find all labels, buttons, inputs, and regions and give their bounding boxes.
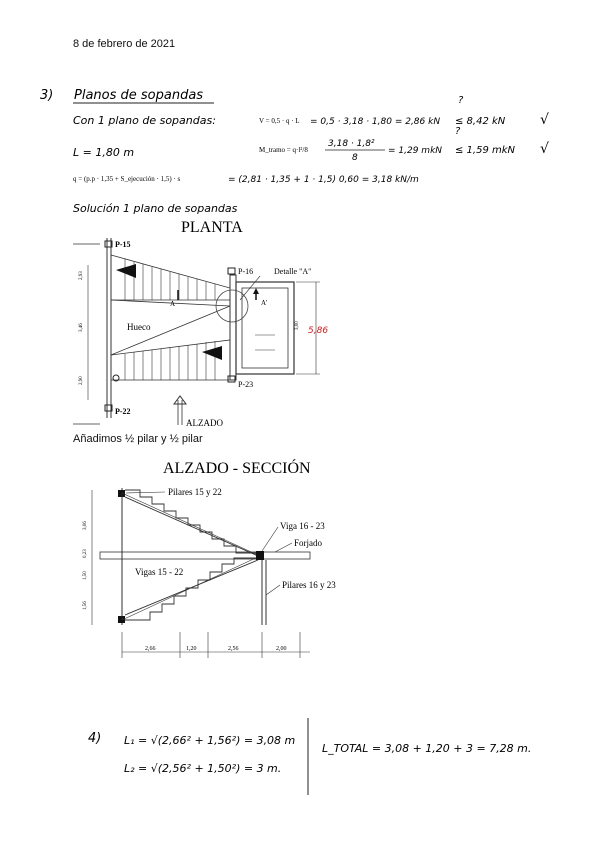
q4-l2: L₂ = √(2,56² + 1,50²) = 3 m. (124, 762, 282, 775)
planta-a-right: A' (261, 299, 268, 307)
planta-alzado: ALZADO (186, 418, 223, 428)
planta-a-left: A (170, 300, 176, 308)
q3-line3-formula: q = (p.p · 1,35 + S_ejecución · 1,5) · s (73, 175, 181, 183)
planta-title: PLANTA (181, 219, 243, 236)
alzado-vdim-2: 0,23 (83, 549, 88, 558)
planta-p23: P-23 (238, 380, 254, 389)
planta-p15: P-15 (115, 240, 131, 249)
q4-number: 4) (88, 731, 102, 746)
q3-line1-text: Con 1 plano de sopandas: (73, 114, 216, 127)
q3-L-value: L = 1,80 m (73, 146, 135, 159)
q3-line1-compare: ≤ 8,42 kN (455, 116, 506, 127)
alzado-viga-16-23: Viga 16 - 23 (280, 521, 325, 531)
planta-red-value: 5,86 (308, 326, 329, 336)
alzado-forjado: Forjado (294, 538, 322, 548)
q3-check-1: √ (540, 112, 549, 128)
planta-p22: P-22 (115, 407, 131, 416)
planta-dim-right: 3,00 (295, 321, 300, 330)
alzado-hdim-1: 2,66 (145, 646, 156, 652)
q3-line2-compare: ≤ 1,59 mkN (455, 145, 516, 156)
note-half-pillars: Añadimos ½ pilar y ½ pilar (73, 433, 203, 445)
q3-line2-result: = 1,29 mkN (388, 146, 443, 156)
planta-dim-top: 2,93 (79, 271, 84, 280)
q4-l1: L₁ = √(2,66² + 1,56²) = 3,08 m (124, 734, 296, 747)
planta-detalle: Detalle "A" (274, 267, 312, 276)
q3-line2-formula: M_tramo = q·l²/8 (259, 146, 308, 154)
q3-line2-den: 8 (352, 153, 358, 163)
alzado-vdim-1: 3,06 (83, 521, 88, 530)
alzado-hdim-2: 1,20 (186, 646, 197, 652)
alzado-vigas-15-22: Vigas 15 - 22 (135, 567, 184, 577)
planta-dim-mid: 3,46 (79, 323, 84, 332)
q3-question-1: ? (458, 95, 464, 106)
planta-dim-bot: 2,90 (79, 376, 84, 385)
alzado-pilares-16-23: Pilares 16 y 23 (282, 580, 336, 590)
q3-check-2: √ (540, 141, 549, 157)
q3-question-2: ? (455, 126, 461, 137)
q3-title: Planos de sopandas (74, 88, 204, 103)
q3-line1-formula: V = 0,5 · q · L (259, 117, 300, 125)
alzado-vdim-4: 1,56 (83, 601, 88, 610)
planta-hueco: Hueco (127, 322, 151, 332)
alzado-pilares-15-22: Pilares 15 y 22 (168, 487, 222, 497)
alzado-vdim-3: 1,50 (83, 571, 88, 580)
q3-line2-num: 3,18 · 1,8² (328, 139, 375, 149)
page-date: 8 de febrero de 2021 (73, 38, 176, 50)
q3-number: 3) (40, 88, 54, 103)
q4-ltotal: L_TOTAL = 3,08 + 1,20 + 3 = 7,28 m. (322, 742, 532, 755)
q3-line3-calc: = (2,81 · 1,35 + 1 · 1,5) 0,60 = 3,18 kN/m (228, 175, 419, 185)
q3-solution-title: Solución 1 plano de sopandas (73, 202, 238, 215)
alzado-hdim-4: 2,00 (276, 646, 287, 652)
alzado-hdim-3: 2,56 (228, 646, 239, 652)
q3-line1-calc: = 0,5 · 3,18 · 1,80 = 2,86 kN (310, 117, 441, 127)
planta-p16: P-16 (238, 267, 254, 276)
alzado-title: ALZADO - SECCIÓN (163, 460, 311, 477)
